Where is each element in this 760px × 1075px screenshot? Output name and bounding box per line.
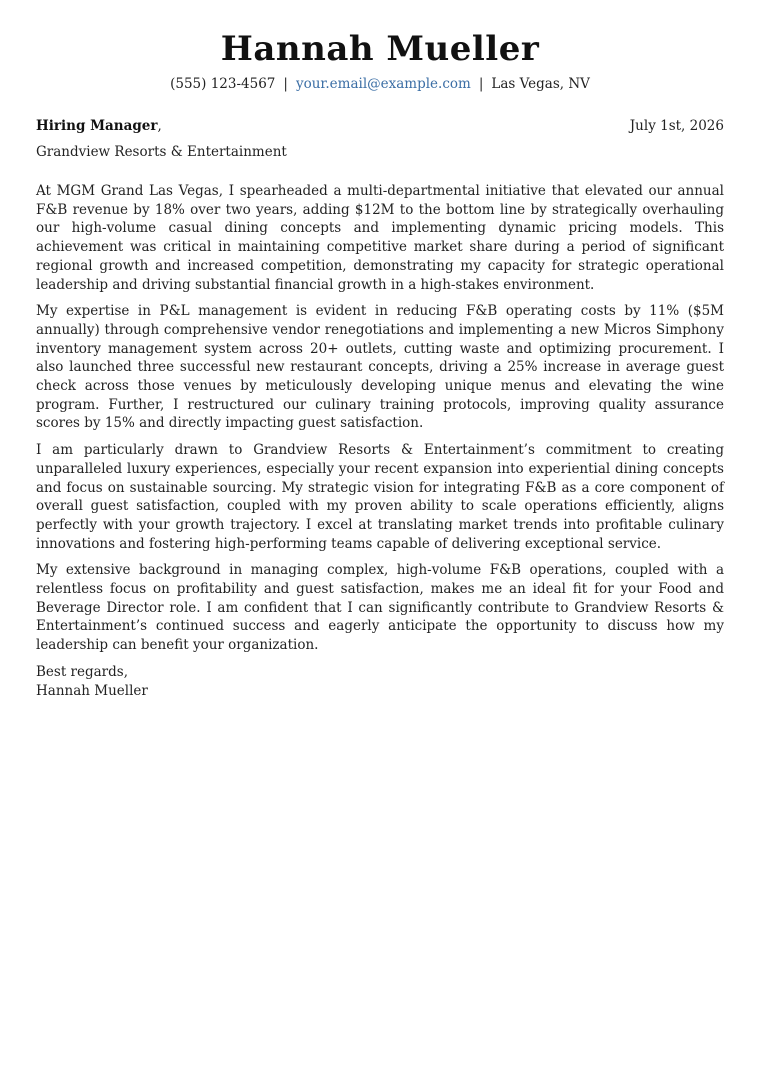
closing-block [36, 663, 724, 701]
applicant-name: Hannah Mueller [220, 29, 540, 69]
contact-separator: | [283, 76, 288, 92]
recipient-name: Hiring Manager [36, 118, 158, 134]
body-paragraph: My extensive background in managing complex, high-volume F&B operations, coupled with a relentless focus on profitability and guest satisfaction, makes me an ideal fit for your Food and Beverage Director role. I am confident that I can significantly contribute to Grandview Resorts & Entertainment’s continued success and eagerly anticipate the opportunity to discuss how my leadership can benefit your organization. [36, 562, 724, 654]
recipient-company: Grandview Resorts & Entertainment [36, 144, 287, 160]
body-paragraph: I am particularly drawn to Grandview Resorts & Entertainment’s commitment to creating unparalleled luxury experiences, especially your recent expansion into experiential dining concepts and focus on sustainable sourcing. My strategic vision for integrating F&B as a core component of overall guest satisfaction, coupled with my proven ability to scale operations efficiently, aligns perfectly with your growth trajectory. I excel at translating market trends into profitable culinary innovations and fostering high-performing teams capable of delivering exceptional service. [36, 442, 724, 552]
recipient-suffix: , [157, 118, 162, 134]
body-paragraph: At MGM Grand Las Vegas, I spearheaded a multi-departmental initiative that elevated our annual F&B revenue by 18% over two years, adding $12M to the bottom line by strategically overhauling our high-volume casual dining concepts and implementing dynamic pricing models. This achievement was critical in maintaining competitive market share during a period of significant regional growth and increased competition, demonstrating my capacity for strategic operational leadership and driving substantial financial growth in a high-stakes environment. [36, 183, 724, 293]
letter-date: July 1st, 2026 [629, 118, 724, 134]
body-paragraph: My expertise in P&L management is evident in reducing F&B operating costs by 11% ($5M annually) through comprehensive vendor renegotiations and implementing a new Micros Simphony inventory management system across 20+ outlets, cutting waste and optimizing procurement. I also launched three successful new restaurant concepts, driving a 25% increase in average guest check across those venues by meticulously developing unique menus and elevating the wine program. Further, I restructured our culinary training protocols, improving quality assurance scores by 15% and directly impacting guest satisfaction. [36, 303, 724, 432]
email-link[interactable]: your.email@example.com [295, 76, 471, 92]
recipient-line [36, 116, 162, 136]
contact-separator: | [478, 76, 484, 92]
recipient-date-row [36, 116, 724, 136]
phone-number: (555) 123-4567 [170, 76, 276, 92]
location: Las Vegas, NV [491, 76, 590, 92]
contact-line [36, 74, 724, 94]
closing-salutation: Best regards, [36, 663, 129, 680]
signature-name: Hannah Mueller [36, 682, 148, 699]
letter-body [36, 182, 724, 655]
